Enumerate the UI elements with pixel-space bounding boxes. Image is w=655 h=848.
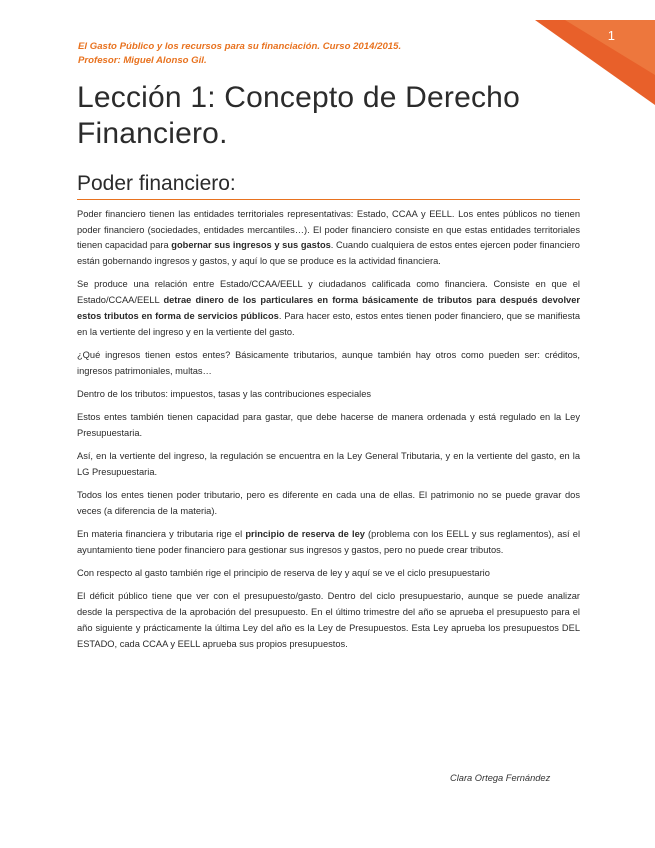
paragraph-9: Con respecto al gasto también rige el principio de reserva de ley y aquí se ve el ciclo presupuestario bbox=[77, 568, 490, 579]
paragraph-7: Todos los entes tienen poder tributario, pero es diferente en cada una de ellas. El patrimonio no se puede gravar dos veces (a diferencia de la materia). bbox=[77, 490, 580, 516]
section-heading: Poder financiero: bbox=[77, 172, 236, 195]
paragraph-4: Dentro de los tributos: impuestos, tasas y las contribuciones especiales bbox=[77, 388, 372, 399]
paragraph-10: El déficit público tiene que ver con el presupuesto/gasto. Dentro del ciclo presupuestario, aunque se puede analizar desde la perspectiva de la aprobación del presupuesto. En el último trimestre del año se aprueba el presupuesto para el año siguiente y prácticamente la última Ley del año es la Ley de Presupuestos. Esta Ley aprueba los presupuestos DEL ESTADO, cada CCAA y EELL aprueba sus propios presupuestos. bbox=[77, 591, 580, 649]
paragraph-6: Así, en la vertiente del ingreso, la regulación se encuentra en la Ley General Tributaria, y en la vertiente del gasto, en la LG Presupuestaria. bbox=[77, 451, 580, 477]
paragraph-3: ¿Qué ingresos tienen estos entes? Básicamente tributarios, aunque también hay otros como pueden ser: créditos, ingresos patrimoniales, multas… bbox=[77, 349, 580, 376]
paragraph-5: Estos entes también tienen capacidad para gastar, que debe hacerse de manera ordenada y está regulado en la Ley Presupuestaria. bbox=[77, 412, 580, 438]
heading-underline bbox=[77, 199, 580, 200]
course-line: El Gasto Público y los recursos para su financiación. Curso 2014/2015. bbox=[78, 41, 402, 52]
document-header bbox=[78, 40, 401, 68]
title-line-2: Financiero. bbox=[77, 117, 228, 150]
page-title bbox=[77, 80, 597, 152]
paragraph-2: Se produce una relación entre Estado/CCAA/EELL y ciudadanos calificada como financiera. Consiste en que el Estado/CCAA/EELL detrae dinero de los particulares en forma básicamente de tributos para después devolver estos tributos en forma de servicios públicos. Para hacer esto, estos entes tienen poder financiero, que se manifiesta en la vertiente del ingreso y en la vertiente del gasto. bbox=[77, 279, 581, 337]
paragraph-8: En materia financiera y tributaria rige el principio de reserva de ley (problema con los EELL y sus reglamentos), así el ayuntamiento tiene poder financiero para gestionar sus ingresos y gastos, pero no puede crear tributos. bbox=[77, 529, 581, 555]
professor-line: Profesor: Miguel Alonso Gil. bbox=[78, 55, 207, 66]
author-signature: Clara Ortega Fernández bbox=[450, 773, 551, 783]
title-line-1: Lección 1: Concepto de Derecho bbox=[77, 81, 520, 114]
paragraph-1: Poder financiero tienen las entidades territoriales representativas: Estado, CCAA y EELL. Los entes públicos no tienen poder financiero (sociedades, entidades mercantiles…). El poder financiero consiste en que estas entidades territoriales tienen capacidad para gobernar sus ingresos y sus gastos. Cuando cualquiera de estos entes ejercen poder financiero están gobernando ingresos y gastos, y aquí lo que se produce es la actividad financiera. bbox=[77, 209, 580, 267]
document-body bbox=[77, 207, 580, 660]
page-number: 1 bbox=[607, 28, 615, 43]
